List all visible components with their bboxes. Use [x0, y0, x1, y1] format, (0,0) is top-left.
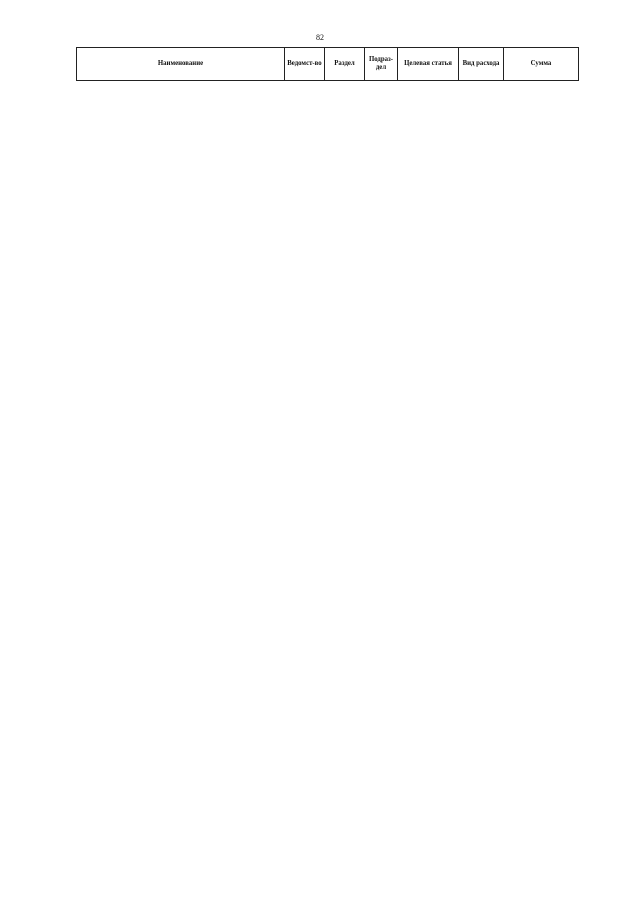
- header-section: Раздел: [325, 48, 365, 81]
- header-amount: Сумма: [504, 48, 579, 81]
- budget-table: [76, 47, 579, 81]
- page-number: 82: [316, 33, 324, 42]
- header-subsection: Подраз-дел: [365, 48, 398, 81]
- header-target: Целевая статья: [398, 48, 459, 81]
- header-expense: Вид расхода: [459, 48, 504, 81]
- header-dept: Ведомст-во: [285, 48, 325, 81]
- header-row: [77, 48, 579, 81]
- header-name: Наименование: [77, 48, 285, 81]
